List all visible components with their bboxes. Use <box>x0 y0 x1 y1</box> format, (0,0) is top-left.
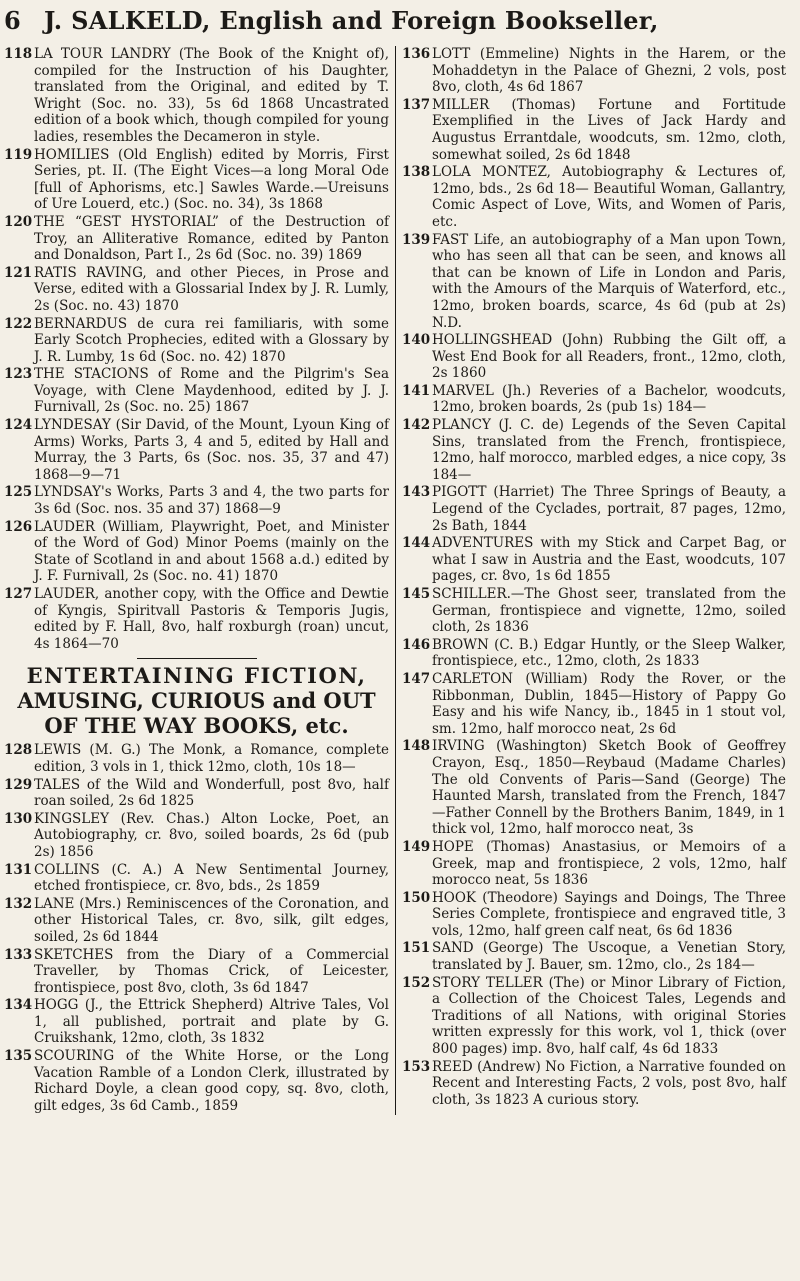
catalogue-entry <box>402 383 786 416</box>
entry-text: SKETCHES from the Diary of a Commercial Traveller, by Thomas Crick, of Leicester, frontispiece, post 8vo, cloth, 3s 6d 1847 <box>34 946 389 996</box>
catalogue-entry <box>4 316 389 366</box>
entry-number: 122 <box>4 315 33 332</box>
entry-text: HOGG (J., the Ettrick Shepherd) Altrive Tales, Vol 1, all published, portrait and plate by G. Cruikshank, 12mo, cloth, 3s 1832 <box>34 997 389 1047</box>
entry-text: COLLINS (C. A.) A New Sentimental Journey, etched frontispiece, cr. 8vo, bds., 2s 1859 <box>34 861 389 895</box>
catalogue-entry <box>402 46 786 96</box>
entry-text: STORY TELLER (The) or Minor Library of Fiction, a Collection of the Choicest Tales, Legends and Traditions of all Nations, with original Stories written expressly for this work, vol 1, thick (over 800 pages) imp. 8vo, half calf, 4s 6d 1833 <box>432 974 786 1058</box>
page-header <box>4 6 786 46</box>
catalogue-entry <box>402 97 786 163</box>
catalogue-entry <box>402 738 786 838</box>
entry-text: LAUDER, another copy, with the Office and Dewtie of Kyngis, Spiritvall Pastoris & Temporis Jugis, edited by F. Hall, 8vo, half roxburgh (roan) uncut, 4s 1864—70 <box>34 586 389 652</box>
catalogue-entry <box>402 671 786 737</box>
entry-number: 129 <box>4 776 33 793</box>
entry-text: LOLA MONTEZ, Autobiography & Lectures of, 12mo, bds., 2s 6d 18— Beautiful Woman, Gallantry, Comic Aspect of Love, Wits, and Women of Paris, etc. <box>432 164 786 230</box>
catalogue-entry <box>402 535 786 585</box>
catalogue-entry <box>402 1059 786 1109</box>
entry-text: BROWN (C. B.) Edgar Huntly, or the Sleep Walker, frontispiece, etc., 12mo, cloth, 2s 1833 <box>432 636 786 670</box>
entry-text: LAUDER (William, Playwright, Poet, and Minister of the Word of God) Minor Poems (mainly on the State of Scotland in and about 1568 a.d.) edited by J. F. Furnivall, 2s (Soc. no. 41) 1870 <box>34 518 389 585</box>
entry-text: HOPE (Thomas) Anastasius, or Memoirs of a Greek, map and frontispiece, 2 vols, 12mo, half morocco neat, 5s 1836 <box>432 838 786 889</box>
entry-number: 136 <box>402 46 431 62</box>
entry-number: 144 <box>402 535 431 552</box>
catalogue-entry <box>4 366 389 416</box>
entry-number: 150 <box>402 889 431 906</box>
entry-text: IRVING (Washington) Sketch Book of Geoffrey Crayon, Esq., 1850—Reybaud (Madame Charles) The old Convents of Paris—Sand (George) The Haunted Marsh, translated from the French, 1847—Father Connell by the Brothers Banim, 1849, in 1 thick vol, 12mo, half morocco neat, 3s <box>432 738 786 838</box>
catalogue-entry <box>402 975 786 1058</box>
entry-text: ADVENTURES with my Stick and Carpet Bag, or what I saw in Austria and the East, woodcuts, 107 pages, cr. 8vo, 1s 6d 1855 <box>432 535 786 585</box>
entry-text: LYNDESAY (Sir David, of the Mount, Lyoun King of Arms) Works, Parts 3, 4 and 5, edited by Hall and Murray, the 3 Parts, 6s (Soc. nos. 35, 37 and 47) 1868—9—71 <box>34 417 389 483</box>
entry-number: 131 <box>4 861 33 878</box>
entry-text: BERNARDUS de cura rei familiaris, with some Early Scotch Prophecies, edited with a Glossary by J. R. Lumby, 1s 6d (Soc. no. 42) 1870 <box>34 315 389 365</box>
catalogue-entry <box>402 417 786 483</box>
catalogue-entry <box>402 332 786 382</box>
entry-number: 137 <box>402 96 431 113</box>
catalogue-entry <box>402 940 786 973</box>
entry-number: 118 <box>4 46 33 62</box>
entry-text: LANE (Mrs.) Reminiscences of the Coronation, and other Historical Tales, cr. 8vo, silk, gilt edges, soiled, 2s 6d 1844 <box>34 895 389 945</box>
entry-text: LYNDSAY's Works, Parts 3 and 4, the two parts for 3s 6d (Soc. nos. 35 and 37) 1868—9 <box>34 484 389 518</box>
catalogue-entry <box>402 232 786 332</box>
entry-text: THE “GEST HYSTORIAL” of the Destruction of Troy, an Alliterative Romance, edited by Panton and Donaldson, Part I., 2s 6d (Soc. no. 39) 1869 <box>34 213 389 264</box>
entry-number: 135 <box>4 1048 33 1065</box>
catalogue-entry <box>4 862 389 895</box>
entry-text: SCOURING of the White Horse, or the Long Vacation Ramble of a London Clerk, illustrated by Richard Doyle, a clean good copy, sq. 8vo, cloth, gilt edges, 3s 6d Camb., 1859 <box>34 1048 389 1114</box>
catalogue-entry <box>4 997 389 1047</box>
entry-number: 138 <box>402 164 431 181</box>
entry-text: LOTT (Emmeline) Nights in the Harem, or the Mohaddetyn in the Palace of Ghezni, 2 vols, post 8vo, cloth, 4s 6d 1867 <box>432 46 786 96</box>
entry-number: 126 <box>4 518 33 535</box>
entry-number: 146 <box>402 636 431 653</box>
entry-text: PIGOTT (Harriet) The Three Springs of Beauty, a Legend of the Cyclades, portrait, 87 pages, 12mo, 2s Bath, 1844 <box>432 484 786 534</box>
entry-text: SAND (George) The Uscoque, a Venetian Story, translated by J. Bauer, sm. 12mo, clo., 2s 184— <box>432 940 786 974</box>
catalogue-entry <box>4 484 389 517</box>
entry-number: 132 <box>4 895 33 912</box>
left-entry-list <box>4 46 389 652</box>
entry-text: LEWIS (M. G.) The Monk, a Romance, complete edition, 3 vols in 1, thick 12mo, cloth, 10s 18— <box>34 742 389 775</box>
catalogue-entry <box>4 811 389 861</box>
entry-text: RATIS RAVING, and other Pieces, in Prose and Verse, edited with a Glossarial Index by J. R. Lumly, 2s (Soc. no. 43) 1870 <box>34 264 389 314</box>
entry-number: 149 <box>402 838 431 855</box>
entry-number: 123 <box>4 366 33 383</box>
catalogue-entry <box>4 742 389 775</box>
entry-number: 142 <box>402 417 431 434</box>
section-title: ENTERTAINING FICTION, <box>26 663 367 689</box>
entry-number: 120 <box>4 213 33 230</box>
entry-text: REED (Andrew) No Fiction, a Narrative founded on Recent and Interesting Facts, 2 vols, post 8vo, half cloth, 3s 1823 A curious story. <box>432 1058 786 1108</box>
entry-number: 141 <box>402 382 431 399</box>
entry-number: 133 <box>4 946 33 963</box>
catalogue-entry <box>4 896 389 946</box>
catalogue-entry <box>4 947 389 997</box>
catalogue-entry <box>402 839 786 889</box>
entry-number: 153 <box>402 1058 431 1075</box>
page-number: 6 <box>4 6 21 35</box>
entry-text: HOOK (Theodore) Sayings and Doings, The Three Series Complete, frontispiece and engraved title, 3 vols, 12mo, half green calf neat, 6s 6d 1836 <box>432 889 786 939</box>
catalogue-entry <box>402 637 786 670</box>
entry-text: KINGSLEY (Rev. Chas.) Alton Locke, Poet, an Autobiography, cr. 8vo, soiled boards, 2s 6d (pub 2s) 1856 <box>34 810 389 860</box>
catalogue-entry <box>4 214 389 264</box>
entry-text: HOMILIES (Old English) edited by Morris, First Series, pt. II. (The Eight Vices—a long Moral Ode [full of Aphorisms, etc.] Sawles Warde.—Ureisuns of Ure Louerd, etc.) (Soc. no. 34), 3s 1868 <box>34 146 389 213</box>
catalogue-entry <box>402 164 786 230</box>
two-column-body <box>4 46 786 1115</box>
catalogue-entry <box>402 586 786 636</box>
entry-text: HOLLINGSHEAD (John) Rubbing the Gilt off, a West End Book for all Readers, front., 12mo, cloth, 2s 1860 <box>432 332 786 382</box>
catalogue-entry <box>402 484 786 534</box>
entry-number: 145 <box>402 586 431 602</box>
left-entry-list-2 <box>4 742 389 1114</box>
entry-text: PLANCY (J. C. de) Legends of the Seven Capital Sins, translated from the French, frontispiece, 12mo, half morocco, marbled edges, a nice copy, 3s 184— <box>432 417 786 483</box>
section-divider <box>137 658 257 659</box>
catalogue-entry <box>402 890 786 940</box>
entry-number: 121 <box>4 264 33 281</box>
entry-text: MARVEL (Jh.) Reveries of a Bachelor, woodcuts, 12mo, broken boards, 2s (pub 1s) 184— <box>432 382 786 416</box>
entry-text: THE STACIONS of Rome and the Pilgrim's Sea Voyage, with Clene Maydenhood, edited by J. J. Furnivall, 2s (Soc. no. 25) 1867 <box>34 366 389 416</box>
left-column <box>4 46 395 1115</box>
right-entry-list <box>402 46 786 1108</box>
catalogue-entry <box>4 147 389 213</box>
entry-number: 143 <box>402 484 431 501</box>
catalogue-entry <box>4 265 389 315</box>
entry-text: MILLER (Thomas) Fortune and Fortitude Exemplified in the Lives of Jack Hardy and Augustus Errantdale, woodcuts, sm. 12mo, cloth, somewhat soiled, 2s 6d 1848 <box>432 96 786 163</box>
entry-text: FAST Life, an autobiography of a Man upon Town, who has seen all that can be seen, and knows all that can be known of Life in London and Paris, with the Amours of the Marquis of Waterford, etc., 12mo, broken boards, scarce, 4s 6d (pub at 2s) N.D. <box>432 231 786 331</box>
entry-number: 128 <box>4 742 33 759</box>
entry-number: 148 <box>402 738 431 755</box>
entry-number: 134 <box>4 997 33 1014</box>
catalogue-entry <box>4 777 389 810</box>
entry-number: 152 <box>402 974 431 991</box>
entry-text: CARLETON (William) Rody the Rover, or the Ribbonman, Dublin, 1845—History of Pappy Go Easy and his wife Nancy, ib., 1845 in 1 stout vol, sm. 12mo, half morocco neat, 2s 6d <box>432 670 786 737</box>
entry-number: 151 <box>402 940 431 957</box>
entry-number: 125 <box>4 484 33 501</box>
entry-number: 130 <box>4 810 33 827</box>
right-column <box>395 46 786 1115</box>
entry-number: 119 <box>4 146 33 163</box>
catalogue-entry <box>4 1048 389 1114</box>
section-subtitle: AMUSING, CURIOUS and OUT OF THE WAY BOOKS, etc. <box>17 688 376 739</box>
entry-text: LA TOUR LANDRY (The Book of the Knight of), compiled for the Instruction of his Daughter, translated from the Original, and edited by T. Wright (Soc. no. 33), 5s 6d 1868 Uncastrated edition of a book which, though compiled for young ladies, resembles the Decameron in style. <box>34 46 389 145</box>
catalogue-entry <box>4 46 389 146</box>
catalogue-entry <box>4 586 389 652</box>
entry-number: 127 <box>4 586 33 602</box>
entry-number: 139 <box>402 231 431 248</box>
catalogue-entry <box>4 519 389 585</box>
catalogue-entry <box>4 417 389 483</box>
entry-text: SCHILLER.—The Ghost seer, translated from the German, frontispiece and vignette, 12mo, soiled cloth, 2s 1836 <box>432 586 786 636</box>
running-title: J. SALKELD, English and Foreign Bookseller, <box>44 6 659 35</box>
entry-number: 140 <box>402 332 431 349</box>
entry-number: 124 <box>4 417 33 434</box>
entry-text: TALES of the Wild and Wonderfull, post 8vo, half roan soiled, 2s 6d 1825 <box>34 776 389 810</box>
entry-number: 147 <box>402 670 431 687</box>
